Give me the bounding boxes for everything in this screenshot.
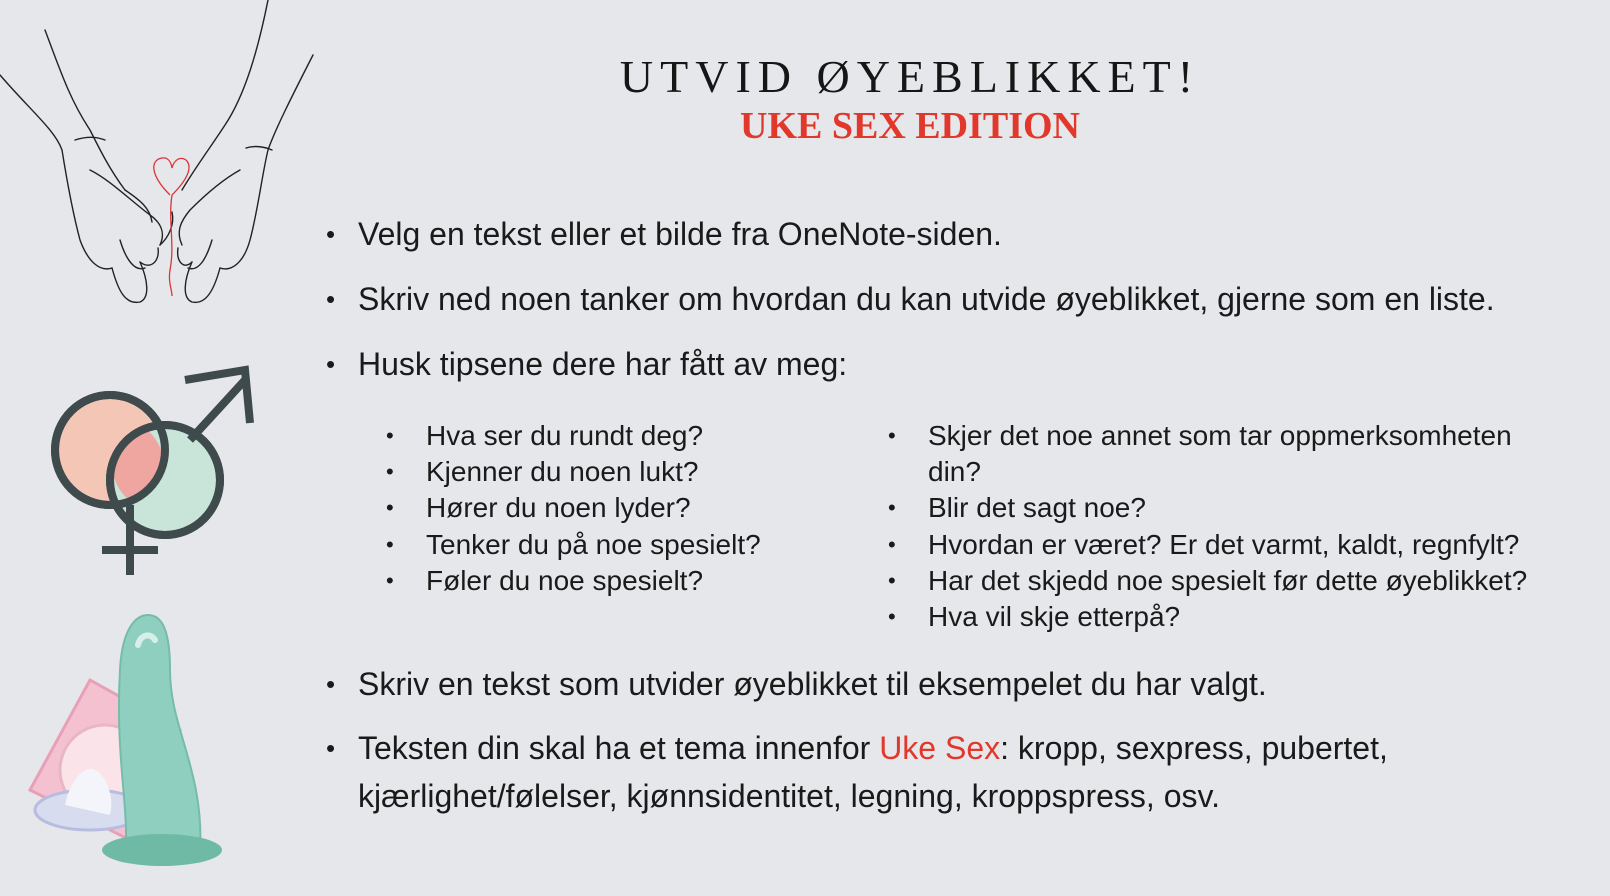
- page-title: UTVID ØYEBLIKKET!: [619, 51, 1201, 102]
- bullet-marker: •: [386, 459, 394, 484]
- theme-text-prefix: Teksten din skal ha et tema innenfor: [358, 730, 880, 766]
- tip-text: Kjenner du noen lukt?: [426, 456, 699, 487]
- theme-text-suffix: : kropp, sexpress, pubertet,: [1000, 730, 1388, 766]
- theme-highlight: Uke Sex: [879, 730, 1001, 766]
- bullet-marker: •: [326, 219, 336, 249]
- bullet-marker: •: [888, 532, 896, 557]
- tip-text: Hører du noen lyder?: [426, 492, 691, 523]
- tip-text: din?: [928, 456, 981, 487]
- list-item-text: [358, 724, 1388, 773]
- tip-text: Hvordan er været? Er det varmt, kaldt, regnfylt?: [928, 529, 1520, 560]
- list-item-text: kjærlighet/følelser, kjønnsidentitet, legning, kroppspress, osv.: [358, 778, 1221, 814]
- bullet-marker: •: [326, 284, 336, 314]
- condom-icon: [20, 610, 250, 880]
- bullet-marker: •: [386, 495, 394, 520]
- tip-text: Tenker du på noe spesielt?: [426, 529, 761, 560]
- tip-text: Hva vil skje etterpå?: [928, 601, 1181, 632]
- bullet-marker: •: [888, 495, 896, 520]
- bullet-marker: •: [888, 423, 896, 448]
- tip-text: Blir det sagt noe?: [928, 492, 1146, 523]
- bullet-marker: •: [386, 568, 394, 593]
- bullet-marker: •: [888, 568, 896, 593]
- bullet-marker: •: [888, 604, 896, 629]
- tip-text: Skjer det noe annet som tar oppmerksomheten: [928, 420, 1512, 451]
- holding-hands-icon: [0, 0, 330, 320]
- list-item-text: Skriv en tekst som utvider øyeblikket til eksempelet du har valgt.: [358, 666, 1267, 702]
- bullet-marker: •: [326, 669, 336, 699]
- tip-text: Hva ser du rundt deg?: [426, 420, 704, 451]
- list-item-text: Skriv ned noen tanker om hvordan du kan utvide øyeblikket, gjerne som en liste.: [358, 281, 1495, 317]
- bullet-marker: •: [386, 532, 394, 557]
- page-subtitle: UKE SEX EDITION: [740, 105, 1080, 147]
- list-item-text: Velg en tekst eller et bilde fra OneNote-siden.: [358, 216, 1002, 252]
- bullet-marker: •: [386, 423, 394, 448]
- gender-symbols-icon: [40, 355, 270, 595]
- list-item-text: Husk tipsene dere har fått av meg:: [358, 346, 848, 382]
- bullet-marker: •: [326, 349, 336, 379]
- bullet-marker: •: [326, 733, 336, 763]
- tip-text: Har det skjedd noe spesielt før dette øyeblikket?: [928, 565, 1528, 596]
- tip-text: Føler du noe spesielt?: [426, 565, 704, 596]
